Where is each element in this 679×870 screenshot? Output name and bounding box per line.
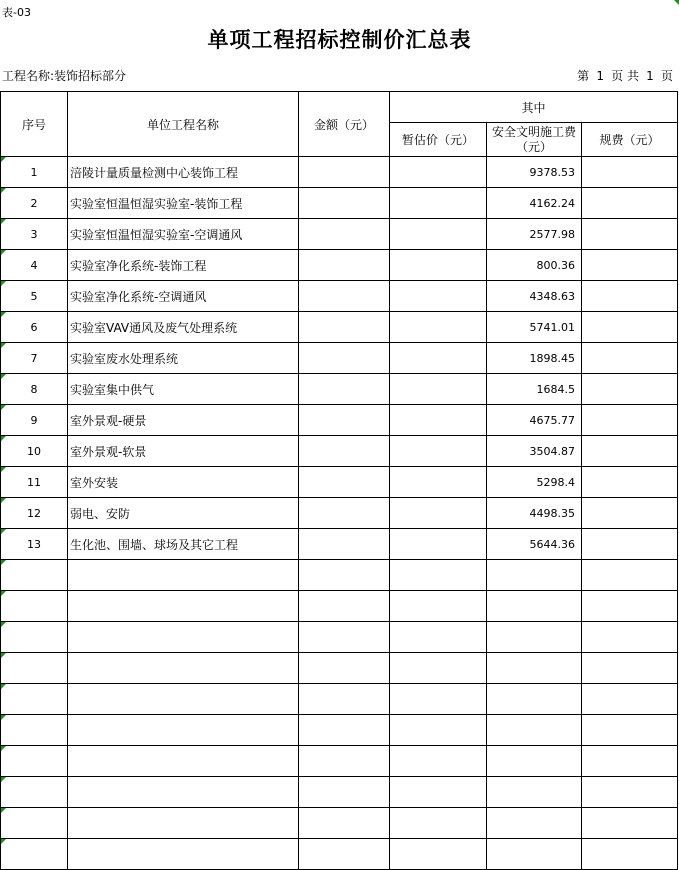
row-seq — [1, 653, 68, 684]
row-amount — [299, 684, 390, 715]
row-unit-name — [68, 715, 299, 746]
row-safety-fee — [487, 777, 582, 808]
row-safety-fee — [487, 746, 582, 777]
row-safety-fee: 5298.4 — [487, 467, 582, 498]
row-fees — [582, 498, 678, 529]
row-seq: 10 — [1, 436, 68, 467]
row-amount — [299, 405, 390, 436]
row-unit-name: 实验室恒温恒湿实验室-装饰工程 — [68, 188, 299, 219]
row-safety-fee — [487, 591, 582, 622]
row-seq — [1, 839, 68, 870]
col-seq-header: 序号 — [1, 92, 68, 157]
page-current: 1 — [596, 69, 604, 83]
table-row — [1, 467, 678, 498]
row-provisional — [390, 684, 487, 715]
row-unit-name: 实验室净化系统-空调通风 — [68, 281, 299, 312]
row-unit-name — [68, 591, 299, 622]
row-safety-fee: 4675.77 — [487, 405, 582, 436]
row-provisional — [390, 622, 487, 653]
row-unit-name — [68, 777, 299, 808]
row-fees — [582, 343, 678, 374]
row-safety-fee — [487, 839, 582, 870]
table-row — [1, 684, 678, 715]
row-provisional — [390, 188, 487, 219]
row-fees — [582, 157, 678, 188]
row-amount — [299, 467, 390, 498]
row-provisional — [390, 808, 487, 839]
row-fees — [582, 250, 678, 281]
table-row — [1, 250, 678, 281]
row-seq: 7 — [1, 343, 68, 374]
row-safety-fee: 4162.24 — [487, 188, 582, 219]
table-row — [1, 281, 678, 312]
row-unit-name: 实验室VAV通风及废气处理系统 — [68, 312, 299, 343]
row-unit-name: 室外景观-硬景 — [68, 405, 299, 436]
row-fees — [582, 777, 678, 808]
cell-marker — [674, 0, 679, 5]
row-fees — [582, 436, 678, 467]
row-fees — [582, 188, 678, 219]
table-row — [1, 746, 678, 777]
table-row — [1, 343, 678, 374]
row-fees — [582, 560, 678, 591]
table-body — [1, 157, 678, 870]
row-safety-fee: 4348.63 — [487, 281, 582, 312]
row-seq — [1, 560, 68, 591]
row-provisional — [390, 591, 487, 622]
row-fees — [582, 591, 678, 622]
table-row — [1, 405, 678, 436]
row-unit-name: 实验室净化系统-装饰工程 — [68, 250, 299, 281]
row-fees — [582, 684, 678, 715]
row-provisional — [390, 777, 487, 808]
row-fees — [582, 746, 678, 777]
table-row — [1, 436, 678, 467]
row-provisional — [390, 374, 487, 405]
row-unit-name: 实验室废水处理系统 — [68, 343, 299, 374]
row-seq: 13 — [1, 529, 68, 560]
page-suffix: 页 — [660, 69, 673, 83]
page-prefix: 第 — [577, 69, 590, 83]
row-fees — [582, 219, 678, 250]
row-unit-name: 室外景观-软景 — [68, 436, 299, 467]
row-fees — [582, 312, 678, 343]
row-amount — [299, 343, 390, 374]
row-amount — [299, 219, 390, 250]
row-unit-name: 生化池、围墙、球场及其它工程 — [68, 529, 299, 560]
row-seq — [1, 777, 68, 808]
row-seq — [1, 746, 68, 777]
row-fees — [582, 839, 678, 870]
row-safety-fee — [487, 560, 582, 591]
col-provisional-header: 暂估价（元） — [390, 123, 487, 157]
row-provisional — [390, 467, 487, 498]
row-unit-name — [68, 839, 299, 870]
table-row — [1, 622, 678, 653]
row-fees — [582, 653, 678, 684]
row-seq: 9 — [1, 405, 68, 436]
table-row — [1, 219, 678, 250]
row-amount — [299, 560, 390, 591]
row-safety-fee: 2577.98 — [487, 219, 582, 250]
row-seq — [1, 622, 68, 653]
row-seq: 11 — [1, 467, 68, 498]
row-seq: 2 — [1, 188, 68, 219]
row-safety-fee — [487, 653, 582, 684]
row-provisional — [390, 839, 487, 870]
row-safety-fee — [487, 622, 582, 653]
row-unit-name — [68, 653, 299, 684]
summary-table — [0, 91, 678, 870]
row-amount — [299, 529, 390, 560]
row-provisional — [390, 498, 487, 529]
row-unit-name — [68, 746, 299, 777]
page-mid: 页 共 — [611, 69, 639, 83]
row-unit-name: 涪陵计量质量检测中心装饰工程 — [68, 157, 299, 188]
row-unit-name: 室外安装 — [68, 467, 299, 498]
row-safety-fee: 4498.35 — [487, 498, 582, 529]
row-unit-name — [68, 560, 299, 591]
row-seq: 1 — [1, 157, 68, 188]
row-provisional — [390, 436, 487, 467]
row-safety-fee: 5741.01 — [487, 312, 582, 343]
row-amount — [299, 312, 390, 343]
row-fees — [582, 622, 678, 653]
col-amount-header: 金额（元） — [299, 92, 390, 157]
table-row — [1, 498, 678, 529]
row-safety-fee: 3504.87 — [487, 436, 582, 467]
col-unit-name-header: 单位工程名称 — [68, 92, 299, 157]
row-provisional — [390, 157, 487, 188]
row-unit-name: 实验室集中供气 — [68, 374, 299, 405]
col-fees-header: 规费（元） — [582, 123, 678, 157]
row-amount — [299, 591, 390, 622]
row-unit-name — [68, 622, 299, 653]
row-amount — [299, 808, 390, 839]
row-safety-fee: 1684.5 — [487, 374, 582, 405]
col-safety-header: 安全文明施工费（元） — [487, 123, 582, 157]
row-provisional — [390, 405, 487, 436]
row-seq — [1, 808, 68, 839]
table-row — [1, 591, 678, 622]
form-code: 表-03 — [2, 6, 31, 19]
project-name-line — [2, 67, 126, 84]
table-row — [1, 777, 678, 808]
row-amount — [299, 281, 390, 312]
row-provisional — [390, 343, 487, 374]
row-seq — [1, 591, 68, 622]
row-unit-name: 实验室恒温恒湿实验室-空调通风 — [68, 219, 299, 250]
row-fees — [582, 529, 678, 560]
row-provisional — [390, 529, 487, 560]
row-seq: 5 — [1, 281, 68, 312]
row-amount — [299, 777, 390, 808]
row-fees — [582, 281, 678, 312]
page-indicator — [577, 67, 673, 84]
page-total: 1 — [646, 69, 654, 83]
table-row — [1, 312, 678, 343]
project-label: 工程名称: — [2, 69, 55, 83]
row-amount — [299, 436, 390, 467]
table-row — [1, 715, 678, 746]
table-row — [1, 560, 678, 591]
row-safety-fee — [487, 808, 582, 839]
row-safety-fee: 1898.45 — [487, 343, 582, 374]
row-amount — [299, 374, 390, 405]
row-seq — [1, 715, 68, 746]
row-seq: 12 — [1, 498, 68, 529]
row-fees — [582, 405, 678, 436]
row-seq: 8 — [1, 374, 68, 405]
row-amount — [299, 188, 390, 219]
col-of-which-header: 其中 — [390, 92, 678, 123]
row-provisional — [390, 219, 487, 250]
row-amount — [299, 250, 390, 281]
row-provisional — [390, 560, 487, 591]
row-safety-fee: 800.36 — [487, 250, 582, 281]
row-amount — [299, 746, 390, 777]
row-fees — [582, 467, 678, 498]
table-row — [1, 188, 678, 219]
row-amount — [299, 715, 390, 746]
row-safety-fee: 9378.53 — [487, 157, 582, 188]
table-row — [1, 653, 678, 684]
row-provisional — [390, 746, 487, 777]
table-row — [1, 374, 678, 405]
row-seq: 4 — [1, 250, 68, 281]
table-row — [1, 529, 678, 560]
row-amount — [299, 157, 390, 188]
row-amount — [299, 498, 390, 529]
row-seq — [1, 684, 68, 715]
row-fees — [582, 715, 678, 746]
row-provisional — [390, 653, 487, 684]
row-safety-fee: 5644.36 — [487, 529, 582, 560]
row-amount — [299, 839, 390, 870]
row-unit-name: 弱电、安防 — [68, 498, 299, 529]
row-unit-name — [68, 808, 299, 839]
table-row — [1, 157, 678, 188]
table-header — [1, 92, 678, 157]
table-row — [1, 808, 678, 839]
row-provisional — [390, 715, 487, 746]
row-provisional — [390, 312, 487, 343]
row-provisional — [390, 281, 487, 312]
row-amount — [299, 653, 390, 684]
row-provisional — [390, 250, 487, 281]
row-unit-name — [68, 684, 299, 715]
row-seq: 6 — [1, 312, 68, 343]
row-amount — [299, 622, 390, 653]
project-name: 装饰招标部分 — [54, 69, 127, 83]
page-title: 单项工程招标控制价汇总表 — [207, 27, 472, 52]
table-row — [1, 839, 678, 870]
row-safety-fee — [487, 684, 582, 715]
row-fees — [582, 374, 678, 405]
row-fees — [582, 808, 678, 839]
row-safety-fee — [487, 715, 582, 746]
row-seq: 3 — [1, 219, 68, 250]
